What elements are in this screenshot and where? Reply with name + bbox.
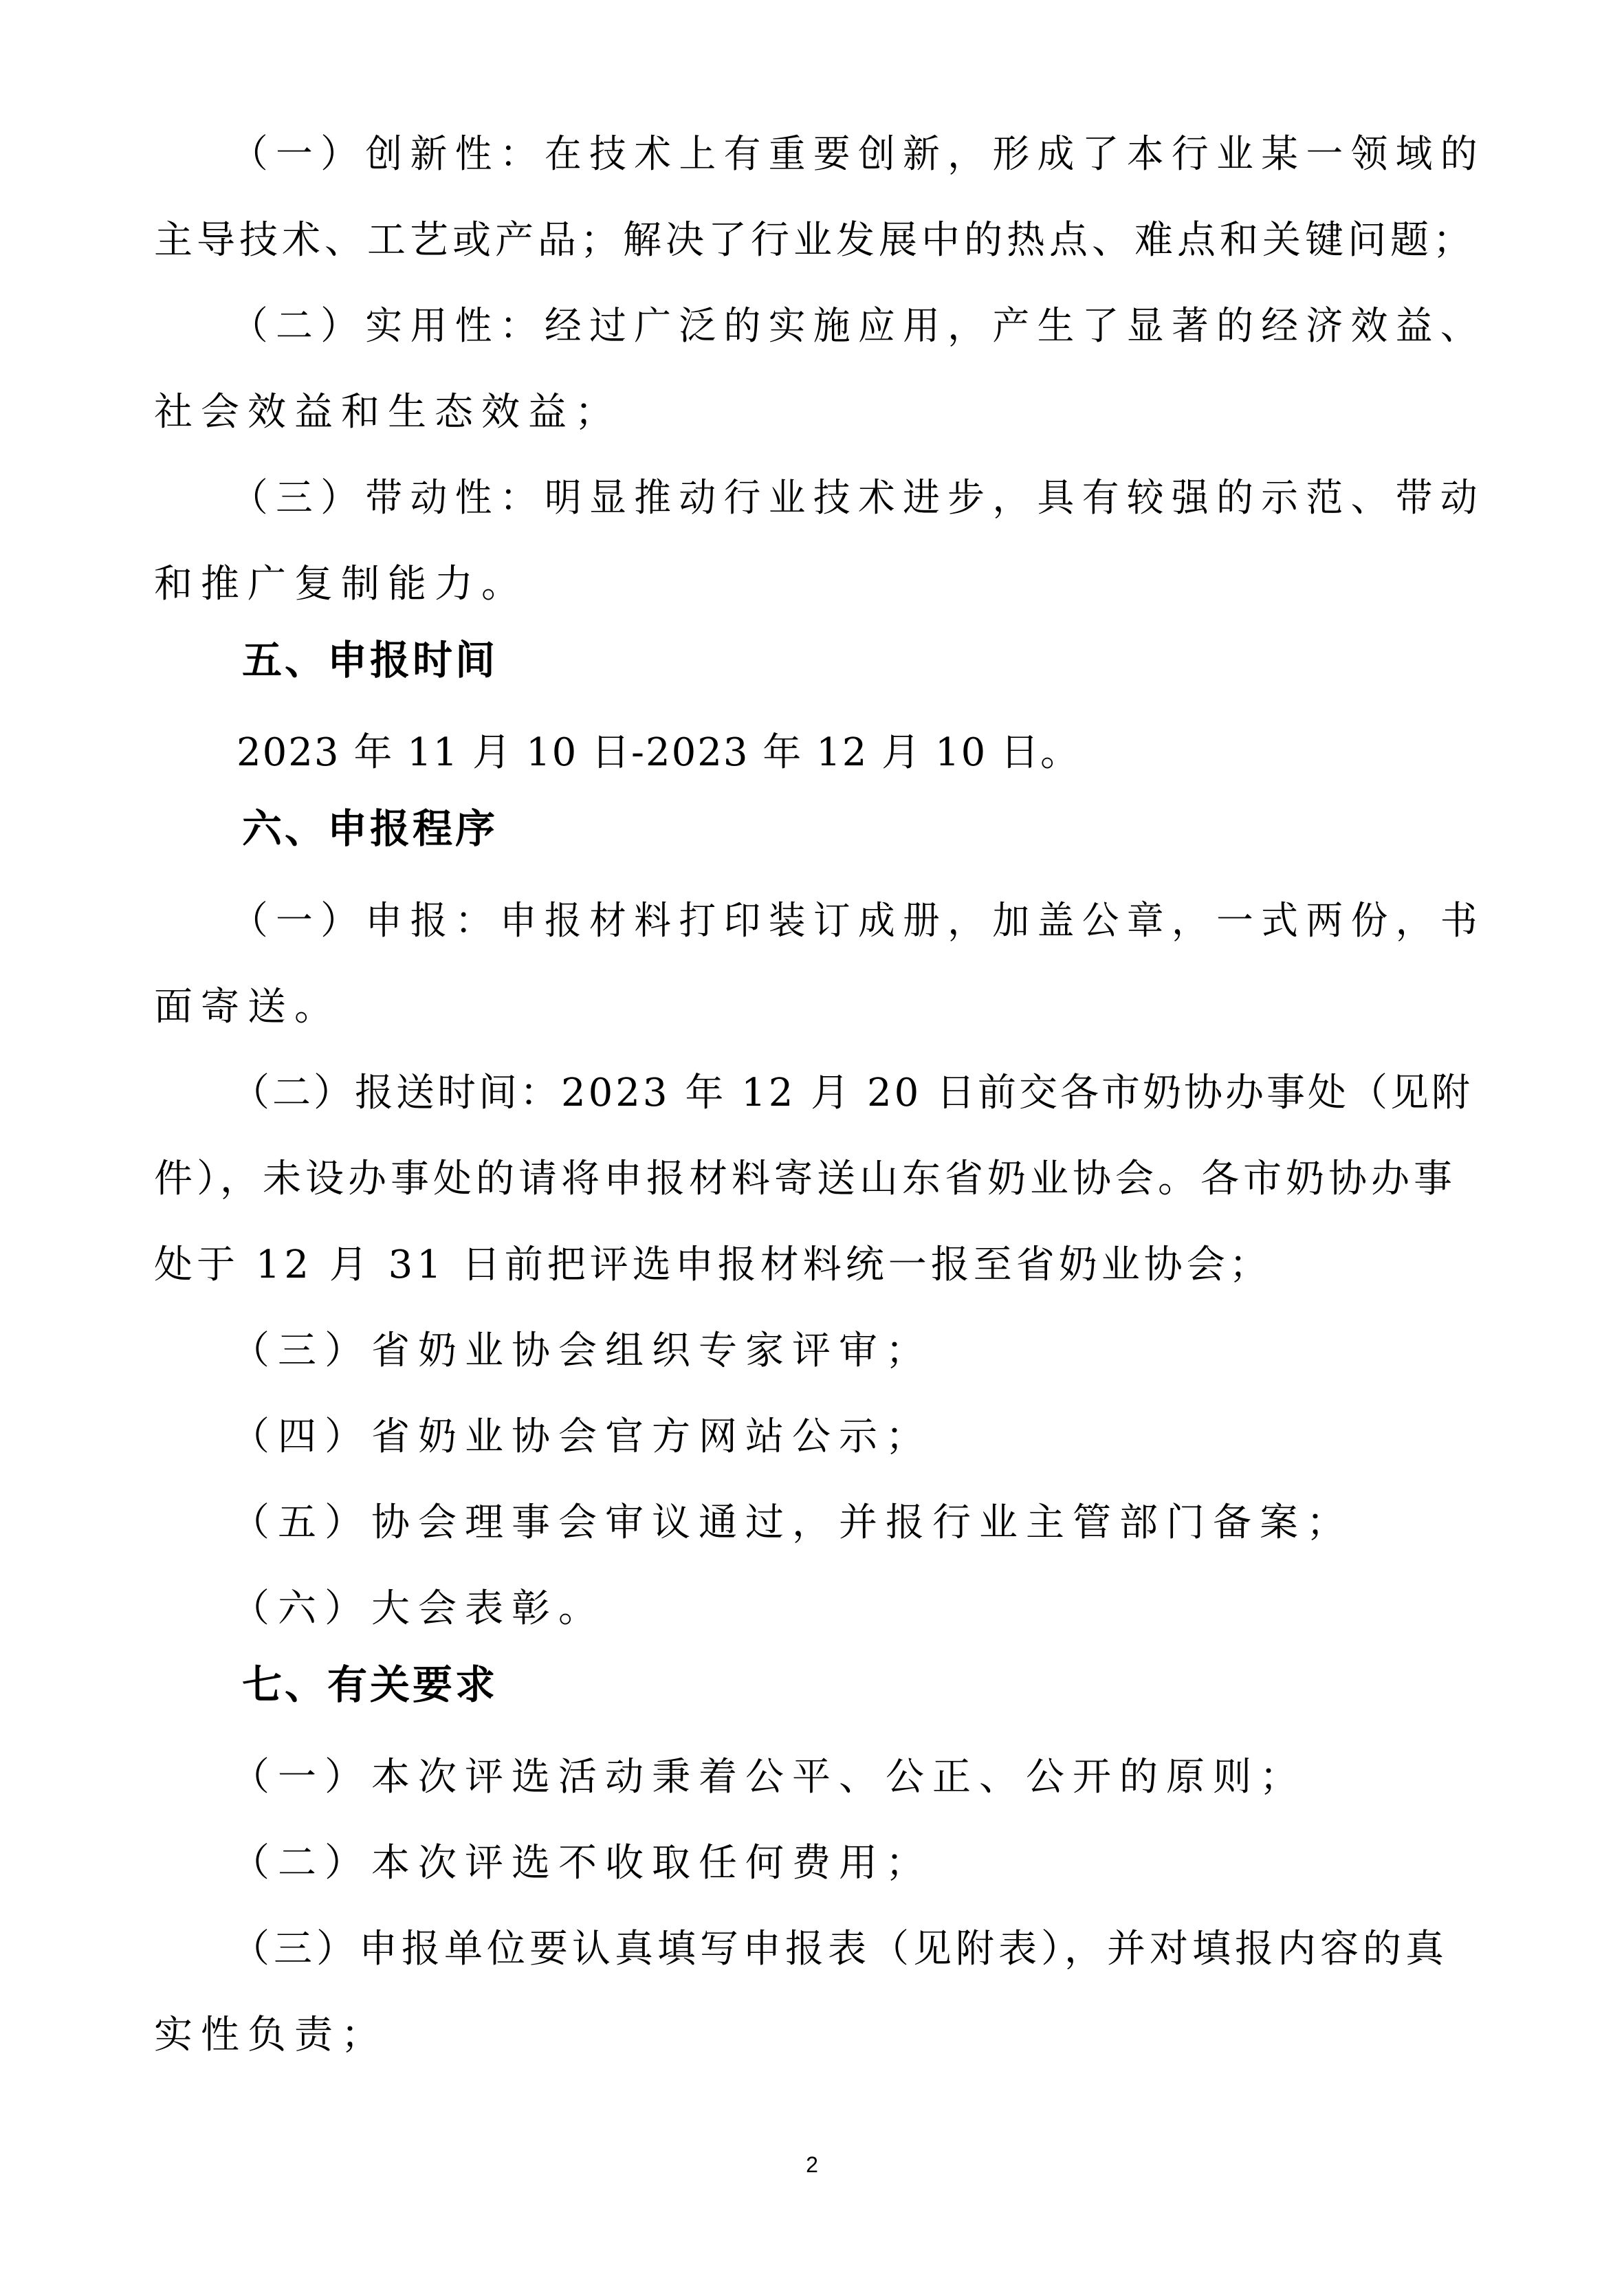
- paragraph-line: （五）协会理事会审议通过，并报行业主管部门备案；: [231, 1500, 1353, 1545]
- paragraph-line: （一）本次评选活动秉着公平、公正、公开的原则；: [231, 1755, 1306, 1800]
- paragraph-line: 实性负责；: [154, 2013, 388, 2057]
- paragraph-line: （二）报送时间：2023 年 12 月 20 日前交各市奶协办事处（见附: [231, 1071, 1473, 1115]
- paragraph-line: （四）省奶业协会官方网站公示；: [231, 1414, 932, 1459]
- paragraph-line: （三）申报单位要认真填写申报表（见附表），并对填报内容的真: [231, 1927, 1448, 1971]
- paragraph-line: 和推广复制能力。: [154, 562, 528, 606]
- paragraph-line: （三）带动性：明显推动行业技术进步，具有较强的示范、带动: [231, 476, 1486, 521]
- paragraph-line: （二）本次评选不收取任何费用；: [231, 1841, 932, 1885]
- paragraph-line: 面寄送。: [154, 985, 341, 1029]
- paragraph-line: （一）创新性：在技术上有重要创新，形成了本行业某一领域的: [231, 132, 1486, 177]
- paragraph-line: （三）省奶业协会组织专家评审；: [231, 1329, 932, 1373]
- paragraph-line: 主导技术、工艺或产品；解决了行业发展中的热点、难点和关键问题；: [154, 218, 1475, 263]
- section-heading: 五、申报时间: [242, 637, 498, 684]
- section-heading: 六、申报程序: [242, 805, 498, 852]
- paragraph-line: （一）申报：申报材料打印装订成册，加盖公章，一式两份，书: [231, 899, 1486, 943]
- paragraph-line: 2023 年 11 月 10 日-2023 年 12 月 10 日。: [237, 730, 1080, 775]
- paragraph-line: 社会效益和生态效益；: [154, 390, 622, 435]
- page-number: 2: [806, 2152, 818, 2177]
- paragraph-line: 处于 12 月 31 日前把评选申报材料统一报至省奶业协会；: [154, 1243, 1272, 1287]
- section-heading: 七、有关要求: [242, 1661, 498, 1708]
- paragraph-line: （六）大会表彰。: [231, 1586, 605, 1631]
- paragraph-line: （二）实用性：经过广泛的实施应用，产生了显著的经济效益、: [231, 304, 1486, 349]
- paragraph-line: 件），未设办事处的请将申报材料寄送山东省奶业协会。各市奶协办事: [154, 1157, 1456, 1201]
